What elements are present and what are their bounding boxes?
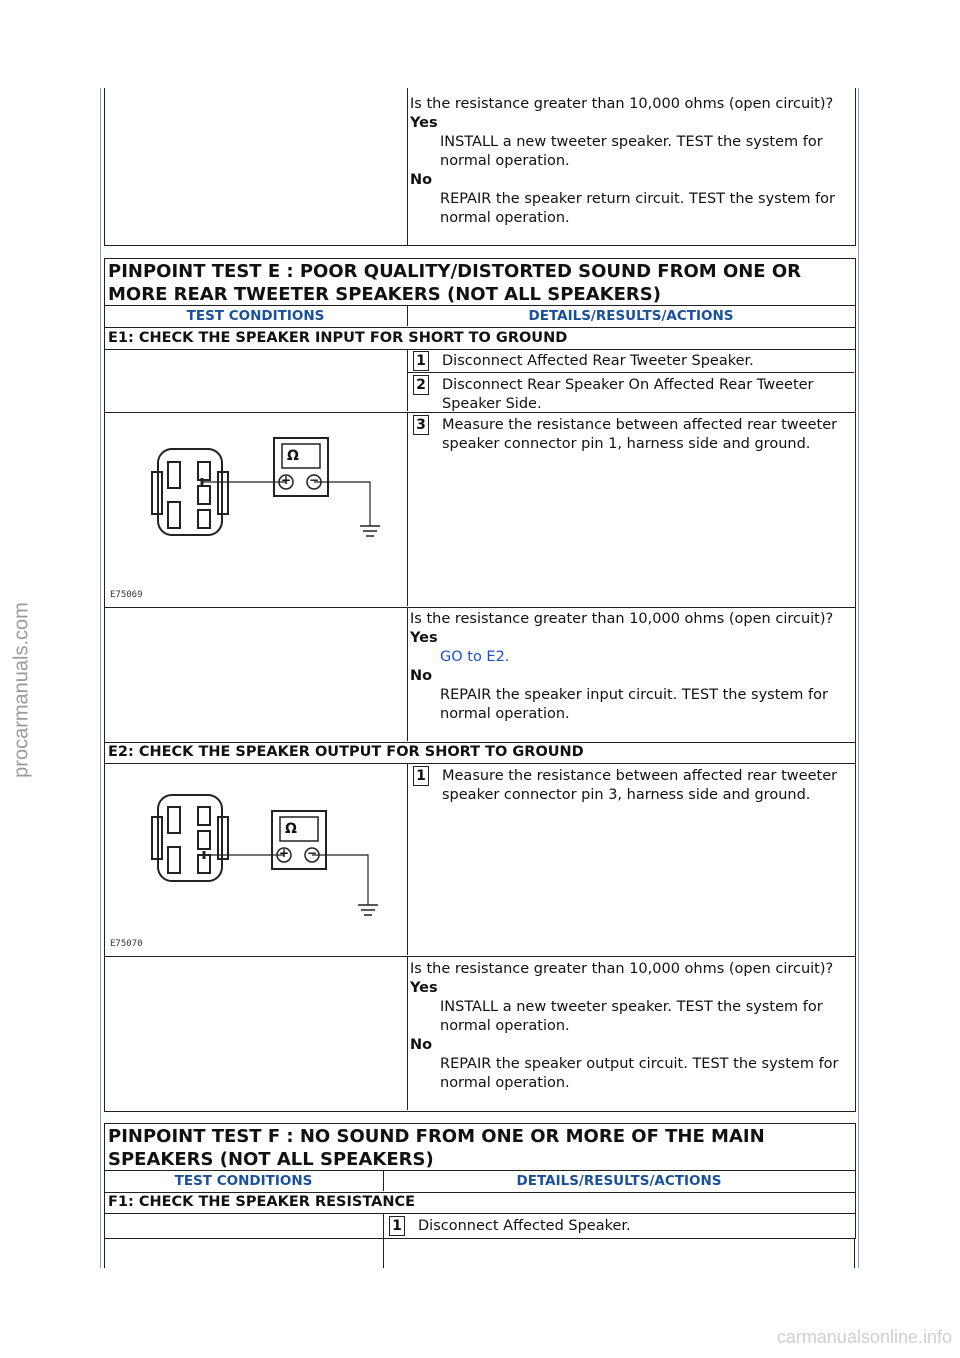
- no-label: No: [410, 172, 433, 188]
- bottom-watermark: carmanualsonline.info: [776, 1327, 952, 1347]
- e2-result-cell: [410, 960, 850, 1093]
- no-label: No: [410, 668, 433, 684]
- e1-heading: E1: CHECK THE SPEAKER INPUT FOR SHORT TO GROUND: [108, 330, 568, 346]
- test-e-title: PINPOINT TEST E : POOR QUALITY/DISTORTED SOUND FROM ONE OR MORE REAR TWEETER SPEAKERS (NOT ALL SPEAKERS): [108, 261, 802, 305]
- e1-meter-plus: +: [281, 473, 292, 487]
- e1-step-3-text: Measure the resistance between affected rear tweeter speaker connector pin 1, harness side and ground.: [442, 417, 838, 452]
- e1-step-1-text: Disconnect Affected Rear Tweeter Speaker.: [442, 353, 754, 369]
- test-f-title: PINPOINT TEST F : NO SOUND FROM ONE OR MORE OF THE MAIN SPEAKERS (NOT ALL SPEAKERS): [108, 1126, 765, 1170]
- e1-meter-minus: −: [309, 473, 320, 487]
- side-watermark: procarmanuals.com: [10, 602, 33, 778]
- no-label: No: [410, 1037, 433, 1053]
- top-result-cell: [410, 95, 850, 228]
- f1-heading: F1: CHECK THE SPEAKER RESISTANCE: [108, 1194, 415, 1210]
- e1-step-3-number: 3: [413, 415, 429, 435]
- e1-meter-diagram: [106, 414, 404, 604]
- e1-meter-ohm-symbol: Ω: [287, 448, 299, 464]
- col-test-conditions: TEST CONDITIONS: [186, 308, 325, 324]
- e2-figure-id: E75070: [110, 939, 143, 949]
- col-details-results-actions: DETAILS/RESULTS/ACTIONS: [516, 1173, 722, 1189]
- e2-meter-plus: +: [279, 846, 290, 860]
- question-text: Is the resistance greater than 10,000 ohms (open circuit)?: [410, 961, 834, 977]
- no-action: REPAIR the speaker output circuit. TEST the system for normal operation.: [440, 1056, 839, 1091]
- e2-step-1-number: 1: [413, 766, 429, 786]
- e1-step-1-number: 1: [413, 351, 429, 371]
- e1-result-cell: [410, 610, 850, 724]
- e1-figure-id: E75069: [110, 590, 143, 600]
- go-to-e2-link[interactable]: GO to E2.: [440, 649, 510, 665]
- e2-meter-diagram: [106, 765, 404, 953]
- e2-meter-minus: −: [307, 846, 318, 860]
- e2-step-1-text: Measure the resistance between affected rear tweeter speaker connector pin 3, harness side and ground.: [442, 768, 838, 803]
- no-action: REPAIR the speaker input circuit. TEST the system for normal operation.: [440, 687, 828, 722]
- page-margin-right: [858, 88, 859, 1268]
- question-text: Is the resistance greater than 10,000 ohms (open circuit)?: [410, 611, 834, 627]
- col-test-conditions: TEST CONDITIONS: [174, 1173, 313, 1189]
- yes-label: Yes: [410, 980, 438, 996]
- yes-action: INSTALL a new tweeter speaker. TEST the system for normal operation.: [440, 134, 823, 169]
- yes-action: INSTALL a new tweeter speaker. TEST the system for normal operation.: [440, 999, 823, 1034]
- e2-meter-ohm-symbol: Ω: [285, 821, 297, 837]
- f1-step-1-number: 1: [389, 1216, 405, 1236]
- question-text: Is the resistance greater than 10,000 ohms (open circuit)?: [410, 96, 834, 112]
- page-margin-left: [100, 88, 101, 1268]
- e2-heading: E2: CHECK THE SPEAKER OUTPUT FOR SHORT TO GROUND: [108, 744, 584, 760]
- col-details-results-actions: DETAILS/RESULTS/ACTIONS: [528, 308, 734, 324]
- yes-label: Yes: [410, 115, 438, 131]
- e1-step-2-number: 2: [413, 375, 429, 395]
- yes-label: Yes: [410, 630, 438, 646]
- no-action: REPAIR the speaker return circuit. TEST the system for normal operation.: [440, 191, 836, 226]
- e1-step-2-text: Disconnect Rear Speaker On Affected Rear Tweeter Speaker Side.: [442, 377, 814, 412]
- f1-step-1-text: Disconnect Affected Speaker.: [418, 1218, 631, 1234]
